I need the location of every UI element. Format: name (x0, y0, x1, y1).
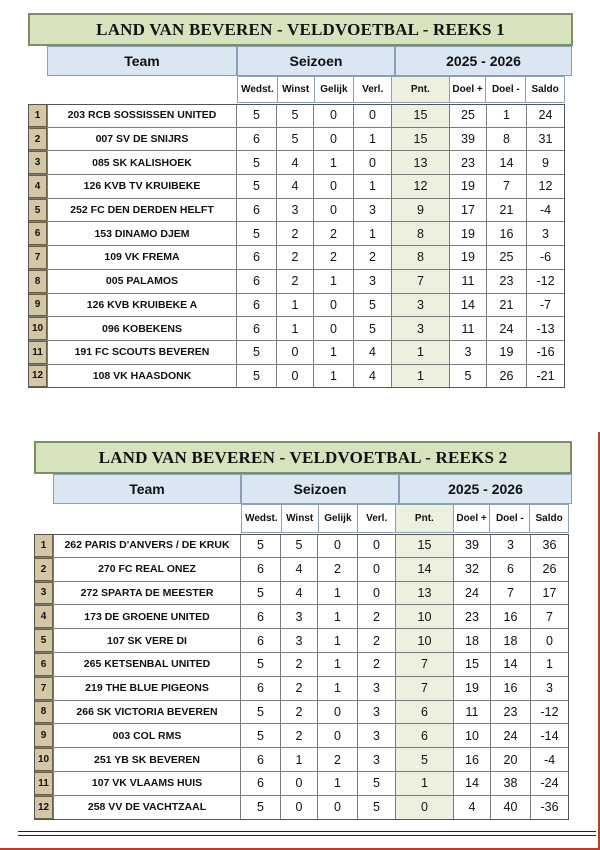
rank-cell: 1 (28, 104, 47, 127)
year-header: 2025 - 2026 (399, 474, 572, 504)
team-name: 126 KVB TV KRUIBEKE (47, 175, 237, 198)
pnt-cell: 15 (396, 534, 454, 557)
table-row (28, 317, 565, 341)
winst-cell: 5 (277, 128, 314, 151)
table-row (34, 724, 569, 748)
pnt-cell: 1 (392, 365, 450, 388)
winst-cell: 1 (277, 317, 314, 340)
winst-cell: 2 (281, 677, 318, 700)
pnt-cell: 8 (392, 246, 450, 269)
saldo-cell: -7 (527, 294, 565, 317)
season-header: Seizoen (237, 46, 395, 76)
pnt-cell: 3 (392, 317, 450, 340)
doel-min-cell: 21 (487, 294, 527, 317)
team-name: 107 SK VERE DI (53, 629, 241, 652)
rank-cell: 3 (34, 582, 53, 605)
column-header-saldo: Saldo (531, 84, 559, 95)
rank-cell: 8 (28, 270, 47, 293)
column-header-wedst: Wedst. (238, 77, 278, 102)
table-row (34, 582, 569, 606)
winst-cell: 3 (281, 605, 318, 628)
wedst-cell: 6 (237, 270, 277, 293)
wedst-cell: 5 (237, 175, 277, 198)
verl-cell: 1 (354, 222, 392, 245)
team-name: 005 PALAMOS (47, 270, 237, 293)
rank-cell: 6 (34, 653, 53, 676)
team-header: Team (47, 46, 237, 76)
saldo-cell: 9 (527, 151, 565, 174)
rank-cell: 10 (28, 317, 47, 340)
table-row (34, 677, 569, 701)
wedst-cell: 6 (237, 246, 277, 269)
doel-min-cell: 26 (487, 365, 527, 388)
rank-cell: 5 (28, 199, 47, 222)
winst-cell: 2 (281, 701, 318, 724)
saldo-cell: 3 (531, 677, 569, 700)
gelijk-cell: 1 (318, 605, 358, 628)
winst-cell: 3 (281, 629, 318, 652)
column-header-doel-plus: Doel + (450, 77, 487, 102)
verl-cell: 1 (354, 175, 392, 198)
column-header-row (237, 76, 565, 103)
column-header-pnt: Pnt. (392, 77, 450, 102)
doel-plus-cell: 25 (450, 104, 487, 127)
winst-cell: 0 (277, 365, 314, 388)
table-row (34, 558, 569, 582)
verl-cell: 2 (354, 246, 392, 269)
rank-cell: 11 (28, 341, 47, 364)
column-header-doel-min: Doel - (486, 77, 526, 102)
table-row (34, 605, 569, 629)
rank-cell: 4 (28, 175, 47, 198)
year-header: 2025 - 2026 (395, 46, 572, 76)
team-name: 203 RCB SOSSISSEN UNITED (47, 104, 237, 127)
pnt-cell: 14 (396, 558, 454, 581)
doel-plus-cell: 23 (450, 151, 487, 174)
team-name: 252 FC DEN DERDEN HELFT (47, 199, 237, 222)
winst-cell: 4 (277, 175, 314, 198)
doel-plus-cell: 11 (450, 270, 487, 293)
winst-cell: 0 (281, 796, 318, 819)
rank-cell: 7 (28, 246, 47, 269)
gelijk-cell: 2 (318, 748, 358, 771)
saldo-cell: 31 (527, 128, 565, 151)
doel-min-cell: 16 (491, 677, 531, 700)
winst-cell: 5 (281, 534, 318, 557)
saldo-cell: -24 (531, 772, 569, 795)
rank-cell: 2 (34, 558, 53, 581)
saldo-cell: -6 (527, 246, 565, 269)
verl-cell: 0 (354, 104, 392, 127)
table-row (28, 270, 565, 294)
saldo-cell: 7 (531, 605, 569, 628)
wedst-cell: 6 (237, 294, 277, 317)
wedst-cell: 5 (241, 534, 281, 557)
verl-cell: 0 (358, 582, 396, 605)
wedst-cell: 6 (241, 772, 281, 795)
saldo-cell: 0 (531, 629, 569, 652)
column-header-row (241, 504, 569, 533)
doel-min-cell: 14 (487, 151, 527, 174)
saldo-cell: -12 (531, 701, 569, 724)
gelijk-cell: 0 (318, 701, 358, 724)
winst-cell: 4 (281, 558, 318, 581)
doel-plus-cell: 14 (450, 294, 487, 317)
saldo-cell: -13 (527, 317, 565, 340)
wedst-cell: 5 (237, 341, 277, 364)
doel-min-cell: 23 (491, 701, 531, 724)
team-name: 003 COL RMS (53, 724, 241, 747)
wedst-cell: 6 (237, 317, 277, 340)
winst-cell: 1 (281, 748, 318, 771)
pnt-cell: 6 (396, 724, 454, 747)
league-title: LAND VAN BEVEREN - VELDVOETBAL - REEKS 1 (28, 13, 573, 46)
table-row (34, 629, 569, 653)
rank-cell: 12 (34, 796, 53, 819)
doel-min-cell: 3 (491, 534, 531, 557)
doel-min-cell: 20 (491, 748, 531, 771)
team-name: 126 KVB KRUIBEKE A (47, 294, 237, 317)
winst-cell: 5 (277, 104, 314, 127)
doel-min-cell: 1 (487, 104, 527, 127)
gelijk-cell: 1 (314, 270, 354, 293)
doel-plus-cell: 18 (454, 629, 491, 652)
table-row (28, 104, 565, 128)
doel-min-cell: 24 (487, 317, 527, 340)
doel-min-cell: 24 (491, 724, 531, 747)
winst-cell: 3 (277, 199, 314, 222)
saldo-cell: -4 (531, 748, 569, 771)
doel-min-cell: 14 (491, 653, 531, 676)
verl-cell: 4 (354, 365, 392, 388)
saldo-cell: -4 (527, 199, 565, 222)
table-row (28, 222, 565, 246)
team-name: 251 YB SK BEVEREN (53, 748, 241, 771)
saldo-cell: 17 (531, 582, 569, 605)
table-row (28, 341, 565, 365)
gelijk-cell: 2 (314, 246, 354, 269)
doel-plus-cell: 10 (454, 724, 491, 747)
table-row (28, 365, 565, 389)
gelijk-cell: 0 (318, 724, 358, 747)
pnt-cell: 8 (392, 222, 450, 245)
rank-cell: 2 (28, 128, 47, 151)
doel-plus-cell: 5 (450, 365, 487, 388)
doel-plus-cell: 14 (454, 772, 491, 795)
pnt-cell: 15 (392, 128, 450, 151)
column-header-gelijk: Gelijk (315, 77, 355, 102)
wedst-cell: 5 (237, 151, 277, 174)
verl-cell: 4 (354, 341, 392, 364)
team-name: 096 KOBEKENS (47, 317, 237, 340)
winst-cell: 0 (277, 341, 314, 364)
rank-cell: 12 (28, 365, 47, 388)
wedst-cell: 5 (237, 365, 277, 388)
wedst-cell: 5 (241, 582, 281, 605)
table-row (28, 246, 565, 270)
gelijk-cell: 1 (318, 677, 358, 700)
saldo-cell: 24 (527, 104, 565, 127)
saldo-cell: -12 (527, 270, 565, 293)
team-name: 265 KETSENBAL UNITED (53, 653, 241, 676)
gelijk-cell: 1 (314, 341, 354, 364)
doel-plus-cell: 11 (450, 317, 487, 340)
team-name: 153 DINAMO DJEM (47, 222, 237, 245)
season-header: Seizoen (241, 474, 399, 504)
gelijk-cell: 1 (314, 365, 354, 388)
wedst-cell: 6 (241, 748, 281, 771)
wedst-cell: 5 (241, 724, 281, 747)
table-row (34, 748, 569, 772)
rank-cell: 9 (28, 294, 47, 317)
rank-cell: 4 (34, 605, 53, 628)
pnt-cell: 5 (396, 748, 454, 771)
doel-plus-cell: 16 (454, 748, 491, 771)
winst-cell: 2 (281, 724, 318, 747)
doel-plus-cell: 19 (450, 246, 487, 269)
doel-min-cell: 23 (487, 270, 527, 293)
wedst-cell: 5 (241, 796, 281, 819)
pnt-cell: 0 (396, 796, 454, 819)
verl-cell: 5 (354, 317, 392, 340)
gelijk-cell: 0 (318, 796, 358, 819)
winst-cell: 2 (277, 270, 314, 293)
verl-cell: 5 (358, 772, 396, 795)
team-header: Team (53, 474, 241, 504)
doel-min-cell: 8 (487, 128, 527, 151)
wedst-cell: 6 (237, 199, 277, 222)
rank-cell: 7 (34, 677, 53, 700)
doel-min-cell: 16 (491, 605, 531, 628)
standings-rows (28, 104, 565, 388)
footer-rule (18, 831, 596, 832)
pnt-cell: 1 (392, 341, 450, 364)
team-name: 266 SK VICTORIA BEVEREN (53, 701, 241, 724)
rank-cell: 9 (34, 724, 53, 747)
league-title: LAND VAN BEVEREN - VELDVOETBAL - REEKS 2 (34, 441, 572, 474)
table-row (34, 653, 569, 677)
team-name: 085 SK KALISHOEK (47, 151, 237, 174)
rank-cell: 8 (34, 701, 53, 724)
team-name: 270 FC REAL ONEZ (53, 558, 241, 581)
footer-rule-2 (18, 835, 596, 836)
verl-cell: 2 (358, 605, 396, 628)
gelijk-cell: 2 (314, 222, 354, 245)
pnt-cell: 7 (392, 270, 450, 293)
table-row (28, 175, 565, 199)
doel-min-cell: 19 (487, 341, 527, 364)
doel-min-cell: 18 (491, 629, 531, 652)
verl-cell: 0 (354, 151, 392, 174)
table-row (34, 534, 569, 558)
verl-cell: 5 (354, 294, 392, 317)
wedst-cell: 6 (241, 629, 281, 652)
gelijk-cell: 0 (314, 199, 354, 222)
doel-min-cell: 7 (491, 582, 531, 605)
saldo-cell: 12 (527, 175, 565, 198)
rank-cell: 11 (34, 772, 53, 795)
doel-plus-cell: 11 (454, 701, 491, 724)
verl-cell: 3 (358, 724, 396, 747)
team-name: 007 SV DE SNIJRS (47, 128, 237, 151)
doel-min-cell: 6 (491, 558, 531, 581)
wedst-cell: 5 (237, 104, 277, 127)
pnt-cell: 12 (392, 175, 450, 198)
column-header-saldo: Saldo (535, 513, 563, 524)
doel-min-cell: 16 (487, 222, 527, 245)
verl-cell: 3 (354, 199, 392, 222)
verl-cell: 0 (358, 534, 396, 557)
verl-cell: 2 (358, 653, 396, 676)
team-name: 173 DE GROENE UNITED (53, 605, 241, 628)
column-header-verl: Verl. (354, 77, 392, 102)
doel-min-cell: 7 (487, 175, 527, 198)
winst-cell: 2 (281, 653, 318, 676)
gelijk-cell: 1 (318, 629, 358, 652)
doel-plus-cell: 3 (450, 341, 487, 364)
gelijk-cell: 1 (314, 151, 354, 174)
doel-plus-cell: 19 (450, 175, 487, 198)
table-row (28, 294, 565, 318)
doel-plus-cell: 17 (450, 199, 487, 222)
doel-plus-cell: 24 (454, 582, 491, 605)
pnt-cell: 9 (392, 199, 450, 222)
winst-cell: 2 (277, 222, 314, 245)
winst-cell: 0 (281, 772, 318, 795)
column-header-winst: Winst (278, 77, 315, 102)
column-header-doel-min: Doel - (490, 505, 530, 532)
verl-cell: 3 (358, 701, 396, 724)
wedst-cell: 5 (237, 222, 277, 245)
gelijk-cell: 0 (314, 175, 354, 198)
team-name: 191 FC SCOUTS BEVEREN (47, 341, 237, 364)
pnt-cell: 13 (392, 151, 450, 174)
saldo-cell: -14 (531, 724, 569, 747)
wedst-cell: 6 (241, 605, 281, 628)
gelijk-cell: 1 (318, 582, 358, 605)
gelijk-cell: 1 (318, 772, 358, 795)
column-header-winst: Winst (282, 505, 319, 532)
verl-cell: 3 (358, 677, 396, 700)
column-header-doel-plus: Doel + (454, 505, 491, 532)
gelijk-cell: 0 (314, 294, 354, 317)
table-row (34, 772, 569, 796)
column-header-gelijk: Gelijk (319, 505, 359, 532)
table-row (28, 151, 565, 175)
verl-cell: 5 (358, 796, 396, 819)
wedst-cell: 5 (241, 653, 281, 676)
doel-plus-cell: 19 (454, 677, 491, 700)
pnt-cell: 7 (396, 677, 454, 700)
saldo-cell: 26 (531, 558, 569, 581)
rank-cell: 1 (34, 534, 53, 557)
saldo-cell: -21 (527, 365, 565, 388)
team-name: 258 VV DE VACHTZAAL (53, 796, 241, 819)
saldo-cell: 36 (531, 534, 569, 557)
doel-plus-cell: 39 (450, 128, 487, 151)
wedst-cell: 5 (241, 701, 281, 724)
team-name: 272 SPARTA DE MEESTER (53, 582, 241, 605)
gelijk-cell: 0 (314, 104, 354, 127)
doel-plus-cell: 23 (454, 605, 491, 628)
verl-cell: 3 (354, 270, 392, 293)
winst-cell: 4 (281, 582, 318, 605)
pnt-cell: 6 (396, 701, 454, 724)
team-name: 262 PARIS D'ANVERS / DE KRUK (53, 534, 241, 557)
table-row (28, 128, 565, 152)
gelijk-cell: 1 (318, 653, 358, 676)
team-name: 108 VK HAASDONK (47, 365, 237, 388)
gelijk-cell: 2 (318, 558, 358, 581)
column-header-verl: Verl. (358, 505, 396, 532)
doel-plus-cell: 19 (450, 222, 487, 245)
verl-cell: 3 (358, 748, 396, 771)
pnt-cell: 7 (396, 653, 454, 676)
winst-cell: 1 (277, 294, 314, 317)
team-name: 109 VK FREMA (47, 246, 237, 269)
pnt-cell: 13 (396, 582, 454, 605)
table-row (34, 796, 569, 820)
standings-rows (34, 534, 569, 820)
team-name: 219 THE BLUE PIGEONS (53, 677, 241, 700)
column-header-wedst: Wedst. (242, 505, 282, 532)
verl-cell: 0 (358, 558, 396, 581)
saldo-cell: -16 (527, 341, 565, 364)
saldo-cell: 3 (527, 222, 565, 245)
doel-plus-cell: 39 (454, 534, 491, 557)
pnt-cell: 10 (396, 605, 454, 628)
team-name: 107 VK VLAAMS HUIS (53, 772, 241, 795)
rank-cell: 6 (28, 222, 47, 245)
doel-plus-cell: 32 (454, 558, 491, 581)
verl-cell: 2 (358, 629, 396, 652)
wedst-cell: 6 (237, 128, 277, 151)
rank-cell: 3 (28, 151, 47, 174)
doel-plus-cell: 15 (454, 653, 491, 676)
pnt-cell: 10 (396, 629, 454, 652)
column-header-pnt: Pnt. (396, 505, 454, 532)
pnt-cell: 1 (396, 772, 454, 795)
doel-min-cell: 40 (491, 796, 531, 819)
doel-min-cell: 25 (487, 246, 527, 269)
wedst-cell: 6 (241, 558, 281, 581)
gelijk-cell: 0 (314, 317, 354, 340)
doel-plus-cell: 4 (454, 796, 491, 819)
pnt-cell: 15 (392, 104, 450, 127)
rank-cell: 5 (34, 629, 53, 652)
gelijk-cell: 0 (318, 534, 358, 557)
winst-cell: 2 (277, 246, 314, 269)
verl-cell: 1 (354, 128, 392, 151)
rank-cell: 10 (34, 748, 53, 771)
pnt-cell: 3 (392, 294, 450, 317)
doel-min-cell: 38 (491, 772, 531, 795)
saldo-cell: -36 (531, 796, 569, 819)
wedst-cell: 6 (241, 677, 281, 700)
table-row (34, 701, 569, 725)
gelijk-cell: 0 (314, 128, 354, 151)
doel-min-cell: 21 (487, 199, 527, 222)
winst-cell: 4 (277, 151, 314, 174)
saldo-cell: 1 (531, 653, 569, 676)
table-row (28, 199, 565, 223)
